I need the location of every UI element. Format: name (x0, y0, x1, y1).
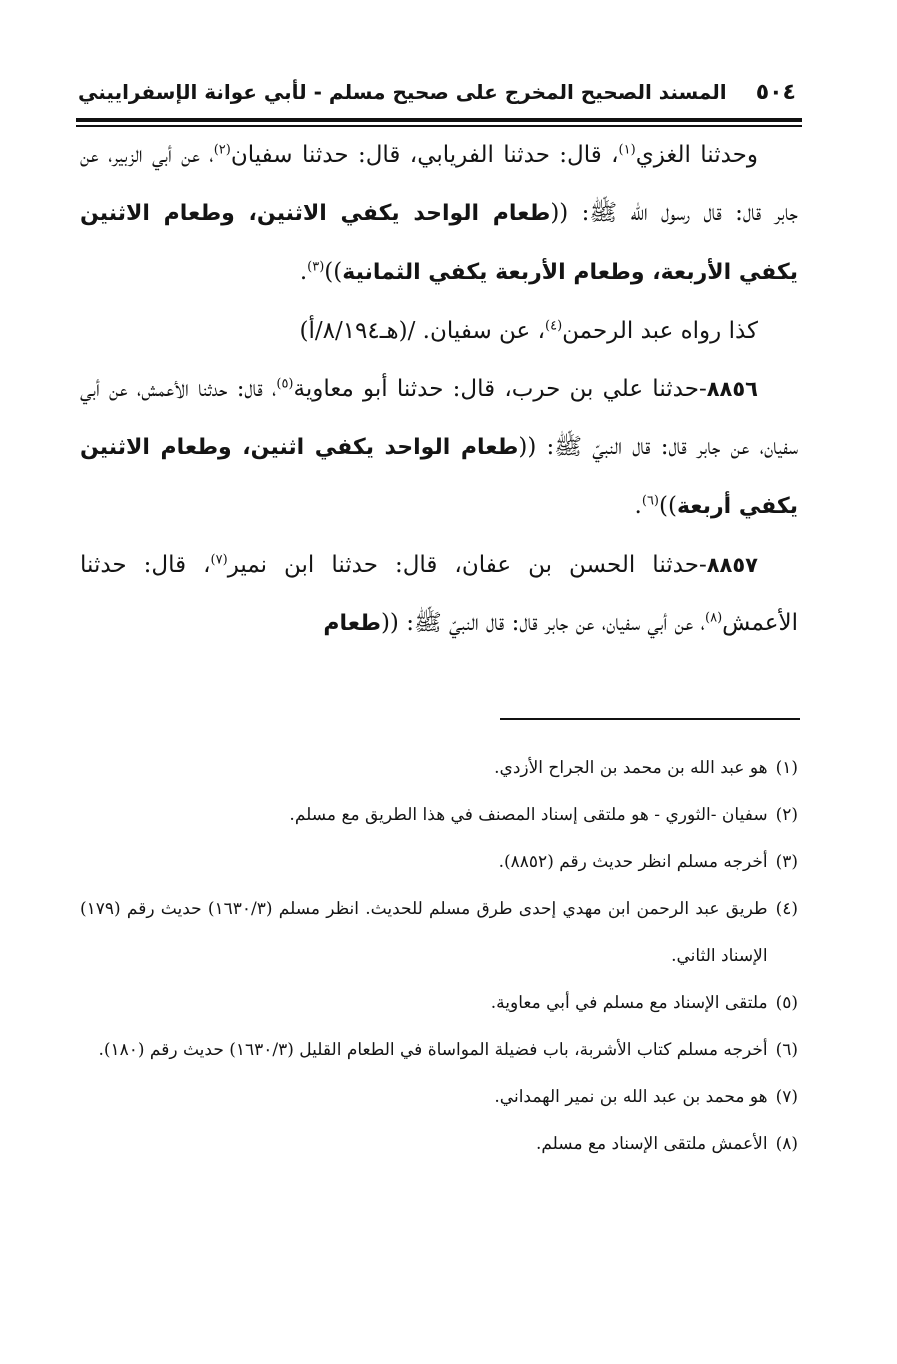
footnote-ref-1: (١) (618, 142, 636, 158)
footnote-ref-4: (٤) (545, 318, 563, 334)
page-header (78, 70, 800, 114)
text-run: )) (659, 493, 677, 519)
hadith-number: ٨٨٥٧ (706, 553, 758, 577)
footnote-7 (80, 1074, 798, 1121)
text-run: ، عن سفيان. /(هـ٨/١٩٤/أ) (299, 318, 545, 344)
footnote-ref-3: (٣) (307, 259, 325, 275)
hadith-text: طعام الواحد يكفي اثنين، وطعام الاثنين يكفي أربعة (80, 435, 798, 519)
hadith-text: طعام (323, 611, 381, 636)
paragraph-hadith-8856 (80, 360, 798, 536)
text-run: كذا رواه عبد الرحمن (562, 318, 758, 344)
footnote-4 (80, 886, 798, 980)
paragraph-hadith-8857 (80, 536, 798, 653)
text-run: . (299, 259, 308, 285)
footnote-number: (٢) (775, 805, 798, 825)
footnote-8 (80, 1121, 798, 1168)
page-number: ٥٠٤ (755, 79, 796, 105)
header-rule (76, 118, 802, 122)
text-run: ، قال: حدثنا الأعمش، عن أبي سفيان، عن جابر قال: قال النبيّ ﷺ: (( (80, 376, 798, 460)
text-run: . (634, 493, 642, 519)
text-run: ، عن أبي سفيان، عن جابر قال: قال النبيّ ﷺ: (( (380, 610, 705, 636)
footnote-ref-8: (٨) (705, 610, 723, 626)
footnote-3 (80, 839, 798, 886)
footnote-number: (١) (775, 758, 798, 778)
footnote-text: سفيان -الثوري - هو ملتقى إسناد المصنف في هذا الطريق مع مسلم. (289, 805, 768, 825)
footnote-text: هو عبد الله بن محمد بن الجراح الأزدي. (494, 758, 768, 778)
footnote-6 (80, 1027, 798, 1074)
footnote-ref-7: (٧) (210, 552, 228, 568)
footnote-5 (80, 980, 798, 1027)
footnote-ref-6: (٦) (641, 493, 659, 509)
footnote-separator (500, 718, 800, 720)
footnote-number: (٨) (775, 1134, 798, 1154)
text-run: ، عن أبي الزبير، عن جابر قال: قال رسول الله ﷺ: (( (80, 142, 798, 226)
footnote-text: هو محمد بن عبد الله بن نمير الهمداني. (494, 1087, 768, 1107)
text-run: ، قال: حدثنا الأعمش (80, 552, 798, 636)
footnote-number: (٥) (775, 993, 798, 1013)
text-run: وحدثنا الغزي (635, 142, 758, 168)
footnote-number: (٧) (775, 1087, 798, 1107)
hadith-text: طعام الواحد يكفي الاثنين، وطعام الاثنين يكفي الأربعة، وطعام الأربعة يكفي الثمانية (80, 201, 798, 285)
paragraph-1 (80, 126, 798, 302)
running-title: المسند الصحيح المخرج على صحيح مسلم - لأبي عوانة الإسفراييني (78, 80, 727, 104)
text-run: ، قال: حدثنا الفريابي، قال: حدثنا سفيان (230, 142, 619, 168)
text-run: )) (324, 259, 343, 285)
footnotes (80, 745, 798, 1168)
footnote-text: الأعمش ملتقى الإسناد مع مسلم. (535, 1134, 768, 1154)
footnote-text: أخرجه مسلم كتاب الأشربة، باب فضيلة المواساة في الطعام القليل (١٦٣٠/٣) حديث رقم (١٨٠). (98, 1040, 768, 1060)
footnote-ref-2: (٢) (213, 142, 231, 158)
footnote-text: ملتقى الإسناد مع مسلم في أبي معاوية. (490, 993, 768, 1013)
main-text (80, 126, 798, 653)
paragraph-2 (80, 302, 798, 360)
footnote-2 (80, 792, 798, 839)
footnote-number: (٣) (775, 852, 798, 872)
footnote-ref-5: (٥) (276, 376, 294, 392)
footnote-text: أخرجه مسلم انظر حديث رقم (٨٨٥٢). (498, 852, 768, 872)
footnote-text: طريق عبد الرحمن ابن مهدي إحدى طرق مسلم للحديث. انظر مسلم (١٦٣٠/٣) حديث رقم (١٧٩) الإسناد الثاني. (80, 899, 768, 966)
footnote-number: (٤) (775, 899, 798, 919)
text-run: -حدثنا الحسن بن عفان، قال: حدثنا ابن نمير (227, 552, 707, 578)
text-run: -حدثنا علي بن حرب، قال: حدثنا أبو معاوية (293, 376, 707, 402)
footnote-number: (٦) (775, 1040, 798, 1060)
hadith-number: ٨٨٥٦ (706, 377, 758, 401)
footnote-1 (80, 745, 798, 792)
